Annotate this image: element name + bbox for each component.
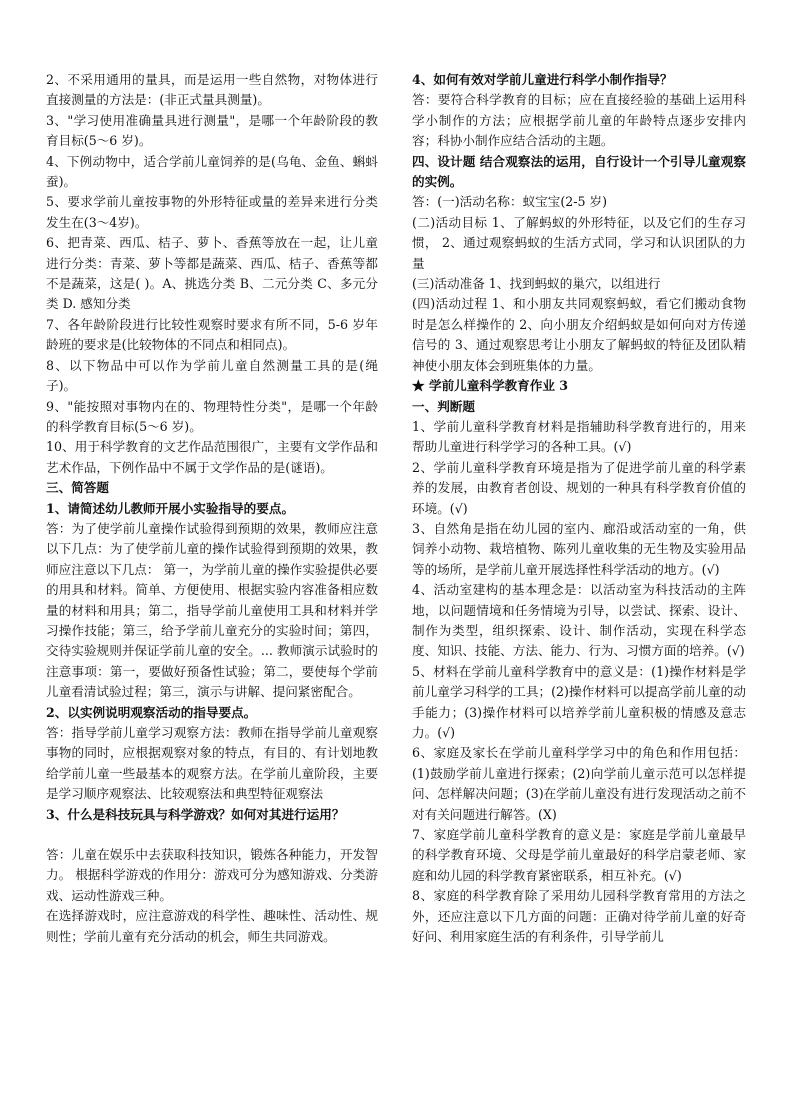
left-column: [46, 70, 378, 947]
paragraph: 10、用于科学教育的文艺作品范围很广，主要有文学作品和艺术作品，下例作品中不属于文学作品的是(谜语)。: [46, 439, 378, 475]
section-heading: 1、请简述幼儿教师开展小实验指导的要点。: [46, 500, 295, 516]
paragraph: (二)活动目标 1、了解蚂蚁的外形特征，以及它们的生存习惯， 2、通过观察蚂蚁的生活方式同，学习和认识团队的力量: [412, 214, 746, 271]
section-heading: 三、简答题: [46, 480, 109, 496]
paragraph: 4、活动室建构的基本理念是：以活动室为科技活动的主阵地，以问题情境和任务情境为引导，以尝试、探索、设计、制作为类型，组织探索、设计、制作活动，实现在科学态度、知识、技能、方法、能力、行为、习惯方面的培养。(√): [412, 582, 746, 659]
paragraph: 7、家庭学前儿童科学教育的意义是：家庭是学前儿童最早的科学教育环境、父母是学前儿童最好的科学启蒙老师、家庭和幼儿园的科学教育紧密联系，相互补充。(√): [412, 827, 746, 883]
paragraph: 答：为了使学前儿童操作试验得到预期的效果，教师应注意以下几点：为了使学前儿童的操作试验得到预期的效果，教师应注意以下几点： 第一，为学前儿童的操作实验提供必要的用具和材料。简单、方便使用、根据实验内容准备相应数量的材料和用具；第二，指导学前儿童使用工具和材料并学习操作技能；第三，给予学前儿童充分的实验时间；第四，交待实验规则并保证学前儿童的安全。... 教师演示试验时的注意事项：第一，要做好预备性试验；第二，要使每个学前儿童看清试验过程；第三，演示与讲解、提问紧密配合。: [46, 520, 378, 700]
paragraph: 6、家庭及家长在学前儿童科学学习中的角色和作用包括：(1)鼓励学前儿童进行探索；(2)向学前儿童示范可以怎样提问、怎样解决问题；(3)在学前儿童没有进行发现活动之前不对有关问题进行解答。(X): [412, 745, 746, 822]
paragraph: 3、自然角是指在幼儿园的室内、廊沿或活动室的一角，供饲养小动物、栽培植物、陈列儿童收集的无生物及实验用品等的场所，是学前儿童开展选择性科学活动的地方。(√): [412, 520, 746, 577]
paragraph: [46, 825, 378, 845]
paragraph: 答：指导学前儿童学习观察方法：教师在指导学前儿童观察事物的同时，应根据观察对象的特点，有目的、有计划地教给学前儿童一些最基本的观察方法。在学前儿童阶段，主要是学习顺序观察法、比较观察法和典型特征观察法: [46, 725, 378, 802]
paragraph: 答：要符合科学教育的目标；应在直接经验的基础上运用科学小制作的方法；应根据学前儿童的年龄特点逐步安排内容；科协小制作应结合活动的主题。: [412, 92, 746, 149]
paragraph: 3、"学习使用准确量具进行测量"，是哪一个年龄阶段的教育目标(5～6 岁)。: [46, 112, 378, 149]
section-heading: 2、以实例说明观察活动的指导要点。: [46, 704, 257, 720]
section-heading: 四、设计题 结合观察法的运用，自行设计一个引导儿童观察的实例。: [412, 153, 746, 190]
paragraph: 5、要求学前儿童按事物的外形特征或量的差异来进行分类发生在(3～4岁)。: [46, 194, 378, 230]
paragraph: 5、材料在学前儿童科学教育中的意义是：(1)操作材料是学前儿童学习科学的工具；(2)操作材料可以提高学前儿童的动手能力；(3)操作材料可以培养学前儿童积极的情感及意志力。(√): [412, 663, 746, 740]
paragraph: 7、各年龄阶段进行比较性观察时要求有所不同，5-6 岁年龄班的要求是(比较物体的不同点和相同点)。: [46, 316, 378, 353]
paragraph: 4、下例动物中，适合学前儿童饲养的是(乌龟、金鱼、蝌蚪 蚕)。: [46, 153, 378, 190]
paragraph: (四)活动过程 1、和小朋友共同观察蚂蚁，看它们搬动食物时是怎么样操作的 2、向小朋友介绍蚂蚁是如何向对方传递信号的 3、通过观察思考让小朋友了解蚂蚁的特征及团队精神使小朋友体会到班集体的力量。: [412, 296, 746, 373]
paragraph: 在选择游戏时，应注意游戏的科学性、趣味性、活动性、规则性；学前儿童有充分活动的机会，师生共同游戏。: [46, 908, 378, 944]
paragraph: 9、"能按照对事物内在的、物理特性分类"，是哪一个年龄的科学教育目标(5～6 岁)。: [46, 398, 378, 434]
paragraph: 1、学前儿童科学教育材料是指辅助科学教育进行的，用来帮助儿童进行科学学习的各种工具。(√): [412, 418, 746, 455]
paragraph: 答：(一)活动名称：蚁宝宝(2-5 岁): [412, 194, 608, 210]
section-heading: ★ 学前儿童科学教育作业 3: [412, 378, 569, 394]
paragraph: 2、不采用通用的量具，而是运用一些自然物，对物体进行直接测量的方法是：(非正式量具测量)。: [46, 72, 378, 108]
paragraph: (三)活动准备 1、找到蚂蚁的巢穴，以组进行: [412, 276, 661, 292]
right-column: [412, 70, 746, 947]
section-heading: 一、判断题: [412, 398, 475, 414]
paragraph: 8、以下物品中可以作为学前儿童自然测量工具的是(绳子)。: [46, 357, 378, 394]
paragraph: 2、学前儿童科学教育环境是指为了促进学前儿童的科学素养的发展，由教育者创设、规划的一种具有科学教育价值的环境。(√): [412, 459, 746, 516]
paragraph: 答：儿童在娱乐中去获取科技知识，锻炼各种能力，开发智力。 根据科学游戏的作用分：游戏可分为感知游戏、分类游戏、运动性游戏三种。: [46, 847, 378, 903]
section-heading: 3、什么是科技玩具与科学游戏？如何对其进行运用？: [46, 806, 345, 822]
paragraph: 8、家庭的科学教育除了采用幼儿园科学教育常用的方法之外，还应注意以下几方面的问题：正确对待学前儿童的好奇好问、利用家庭生活的有利条件，引导学前儿: [412, 888, 746, 945]
paragraph: 6、把青菜、西瓜、桔子、萝卜、香蕉等放在一起，让儿童进行分类：青菜、萝卜等都是蔬菜、西瓜、桔子、香蕉等都不是蔬菜，这是( )。A、挑选分类 B、二元分类 C、多元分类 D. 感知分类: [46, 235, 378, 312]
section-heading: 4、如何有效对学前儿童进行科学小制作指导？: [412, 72, 673, 87]
